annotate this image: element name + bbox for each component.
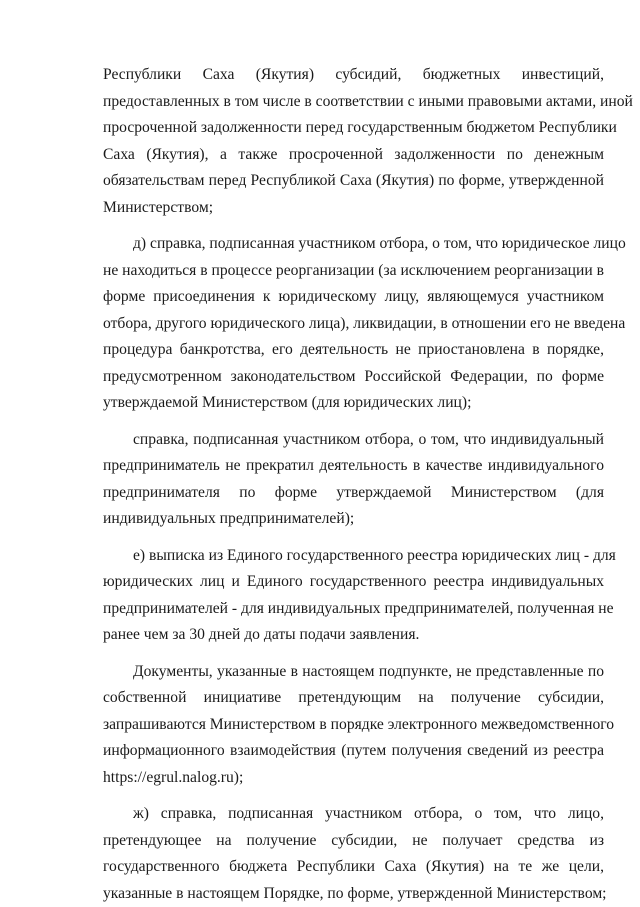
text-line: предпринимателя по форме утверждаемой Министерством (для	[103, 480, 604, 507]
text-line: справка, подписанная участником отбора, о том, что индивидуальный	[103, 427, 604, 454]
document-paragraph	[103, 659, 604, 792]
paragraph-gap	[103, 649, 604, 659]
text-line: Документы, указанные в настоящем подпункте, не представленные по	[103, 659, 604, 686]
text-line: предпринимателей - для индивидуальных предпринимателей, полученная не	[103, 596, 604, 623]
text-line: Саха (Якутия), а также просроченной задолженности по денежным	[103, 142, 604, 169]
text-line: не находиться в процессе реорганизации (за исключением реорганизации в	[103, 258, 604, 285]
text-line: претендующее на получение субсидии, не получает средства из	[103, 828, 604, 855]
text-line: предусмотренном законодательством Российской Федерации, по форме	[103, 364, 604, 391]
document-paragraph	[103, 543, 604, 649]
text-line: ранее чем за 30 дней до даты подачи заявления.	[103, 622, 604, 649]
document-paragraph	[103, 801, 604, 907]
paragraph-gap	[103, 791, 604, 801]
text-line: ж) справка, подписанная участником отбора, о том, что лицо,	[103, 801, 604, 828]
text-line: предоставленных в том числе в соответствии с иными правовыми актами, иной	[103, 89, 604, 116]
text-line: https://egrul.nalog.ru);	[103, 765, 604, 792]
paragraph-gap	[103, 533, 604, 543]
text-line: собственной инициативе претендующим на получение субсидии,	[103, 685, 604, 712]
text-line: просроченной задолженности перед государственным бюджетом Республики	[103, 115, 604, 142]
document-paragraph	[103, 231, 604, 417]
text-line: запрашиваются Министерством в порядке электронного межведомственного	[103, 712, 604, 739]
text-line: утверждаемой Министерством (для юридических лиц);	[103, 390, 604, 417]
text-line: Министерством;	[103, 195, 604, 222]
text-line: д) справка, подписанная участником отбора, о том, что юридическое лицо	[103, 231, 604, 258]
text-line: обязательствам перед Республикой Саха (Якутия) по форме, утвержденной	[103, 168, 604, 195]
text-line: индивидуальных предпринимателей);	[103, 506, 604, 533]
text-line: процедура банкротства, его деятельность не приостановлена в порядке,	[103, 337, 604, 364]
text-line: указанные в настоящем Порядке, по форме, утвержденной Министерством;	[103, 881, 604, 907]
text-line: предприниматель не прекратил деятельность в качестве индивидуального	[103, 453, 604, 480]
text-line: Республики Саха (Якутия) субсидий, бюджетных инвестиций,	[103, 62, 604, 89]
text-line: е) выписка из Единого государственного реестра юридических лиц - для	[103, 543, 604, 570]
document-body	[103, 62, 604, 907]
paragraph-gap	[103, 221, 604, 231]
paragraph-gap	[103, 417, 604, 427]
document-paragraph	[103, 427, 604, 533]
text-line: отбора, другого юридического лица), ликвидации, в отношении его не введена	[103, 311, 604, 338]
document-paragraph	[103, 62, 604, 221]
text-line: информационного взаимодействия (путем получения сведений из реестра	[103, 738, 604, 765]
text-line: форме присоединения к юридическому лицу, являющемуся участником	[103, 284, 604, 311]
text-line: юридических лиц и Единого государственного реестра индивидуальных	[103, 569, 604, 596]
text-line: государственного бюджета Республики Саха (Якутия) на те же цели,	[103, 854, 604, 881]
